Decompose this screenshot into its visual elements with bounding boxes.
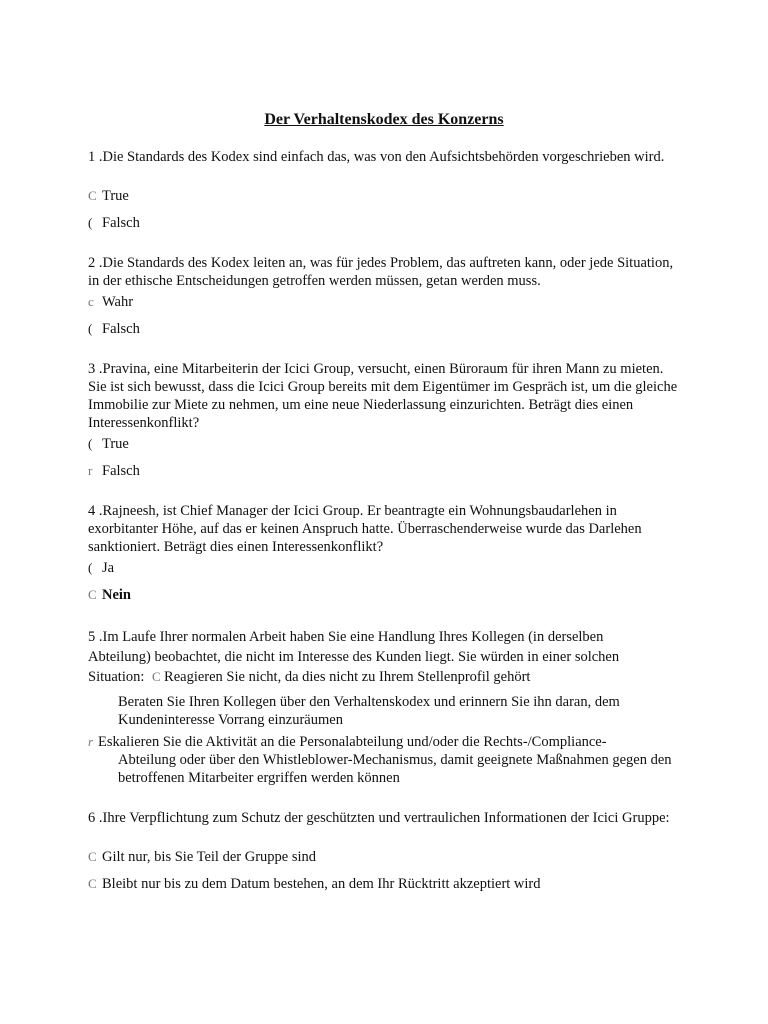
- radio-mark: C: [152, 669, 161, 684]
- option-label: Eskalieren Sie die Aktivität an die Personalabteilung und/oder die Rechts-/Compliance-: [98, 734, 607, 750]
- option-label: Nein: [102, 587, 131, 603]
- option-label: True: [102, 188, 129, 204]
- question-2-option-1[interactable]: [88, 293, 688, 311]
- option-label: True: [102, 436, 129, 452]
- question-3-text: 3 .Pravina, eine Mitarbeiterin der Icici Group, versucht, einen Büroraum für ihren Mann zu mieten. Sie ist sich bewusst, dass die Icici Group bereits mit dem Eigentümer im Gespräch ist, um die gleiche Immobilie zur Miete zu nehmen, um eine neue Niederlassung einzurichten. Beträgt dies einen Interessenkonflikt?: [88, 361, 678, 431]
- question-4-option-1[interactable]: [88, 559, 688, 577]
- radio-mark: (: [88, 215, 93, 230]
- question-3-option-1[interactable]: [88, 435, 688, 453]
- radio-mark: C: [88, 587, 97, 602]
- question-1-option-2[interactable]: [88, 214, 688, 232]
- radio-mark: C: [88, 188, 97, 203]
- question-3-option-2[interactable]: [88, 462, 688, 480]
- question-1-option-1[interactable]: [88, 187, 688, 205]
- radio-mark: r: [88, 463, 93, 478]
- option-label: Ja: [102, 560, 115, 576]
- option-label: Falsch: [102, 321, 140, 337]
- option-label: Reagieren Sie nicht, da dies nicht zu Ihrem Stellenprofil gehört: [164, 669, 531, 685]
- question-5-text-line-1: 5 .Im Laufe Ihrer normalen Arbeit haben Sie eine Handlung Ihres Kollegen (in derselben: [88, 629, 604, 645]
- radio-mark: C: [88, 849, 97, 864]
- question-4-option-2[interactable]: [88, 586, 688, 604]
- option-label: Beraten Sie Ihren Kollegen über den Verhaltenskodex und erinnern Sie ihn daran, dem Kundeninteresse Vorrang einzuräumen: [118, 694, 620, 728]
- question-5-text-line-3: Situation:: [88, 669, 145, 685]
- question-5-option-3-continued: [118, 751, 678, 787]
- question-5-option-1[interactable]: [88, 668, 688, 686]
- option-label: Bleibt nur bis zu dem Datum bestehen, an dem Ihr Rücktritt akzeptiert wird: [102, 876, 541, 892]
- radio-mark: (: [88, 321, 93, 336]
- question-4-text: 4 .Rajneesh, ist Chief Manager der Icici Group. Er beantragte ein Wohnungsbaudarlehen in exorbitanter Höhe, auf das er keinen Anspruch hatte. Überraschenderweise wurde das Darlehen sanktioniert. Beträgt dies einen Interessenkonflikt?: [88, 503, 642, 555]
- radio-mark: r: [88, 734, 94, 749]
- question-1-text: 1 .Die Standards des Kodex sind einfach das, was von den Aufsichtsbehörden vorgeschrieben wird.: [88, 149, 665, 165]
- document-title: Der Verhaltenskodex des Konzerns: [264, 111, 504, 128]
- radio-mark: c: [88, 294, 94, 309]
- question-6-text: 6 .Ihre Verpflichtung zum Schutz der geschützten und vertraulichen Informationen der Icici Gruppe:: [88, 810, 670, 826]
- option-label: Gilt nur, bis Sie Teil der Gruppe sind: [102, 849, 317, 865]
- option-label: Falsch: [102, 215, 140, 231]
- radio-mark: (: [88, 436, 93, 451]
- question-5-option-2[interactable]: [118, 693, 678, 729]
- question-6-option-1[interactable]: [88, 848, 688, 866]
- question-5-text-line-2: Abteilung) beobachtet, die nicht im Interesse des Kunden liegt. Sie würden in einer solchen: [88, 649, 620, 665]
- question-5-option-3[interactable]: [88, 733, 688, 751]
- question-2-text: 2 .Die Standards des Kodex leiten an, was für jedes Problem, das auftreten kann, oder jede Situation, in der ethische Entscheidungen getroffen werden müssen, getan werden muss.: [88, 255, 674, 289]
- radio-mark: C: [88, 876, 97, 891]
- question-6-option-2[interactable]: [88, 875, 688, 893]
- radio-mark: (: [88, 560, 93, 575]
- option-label: Falsch: [102, 463, 140, 479]
- question-2-option-2[interactable]: [88, 320, 688, 338]
- option-label-continued: Abteilung oder über den Whistleblower-Mechanismus, damit geeignete Maßnahmen gegen den betroffenen Mitarbeiter ergriffen werden können: [118, 752, 672, 786]
- option-label: Wahr: [102, 294, 134, 310]
